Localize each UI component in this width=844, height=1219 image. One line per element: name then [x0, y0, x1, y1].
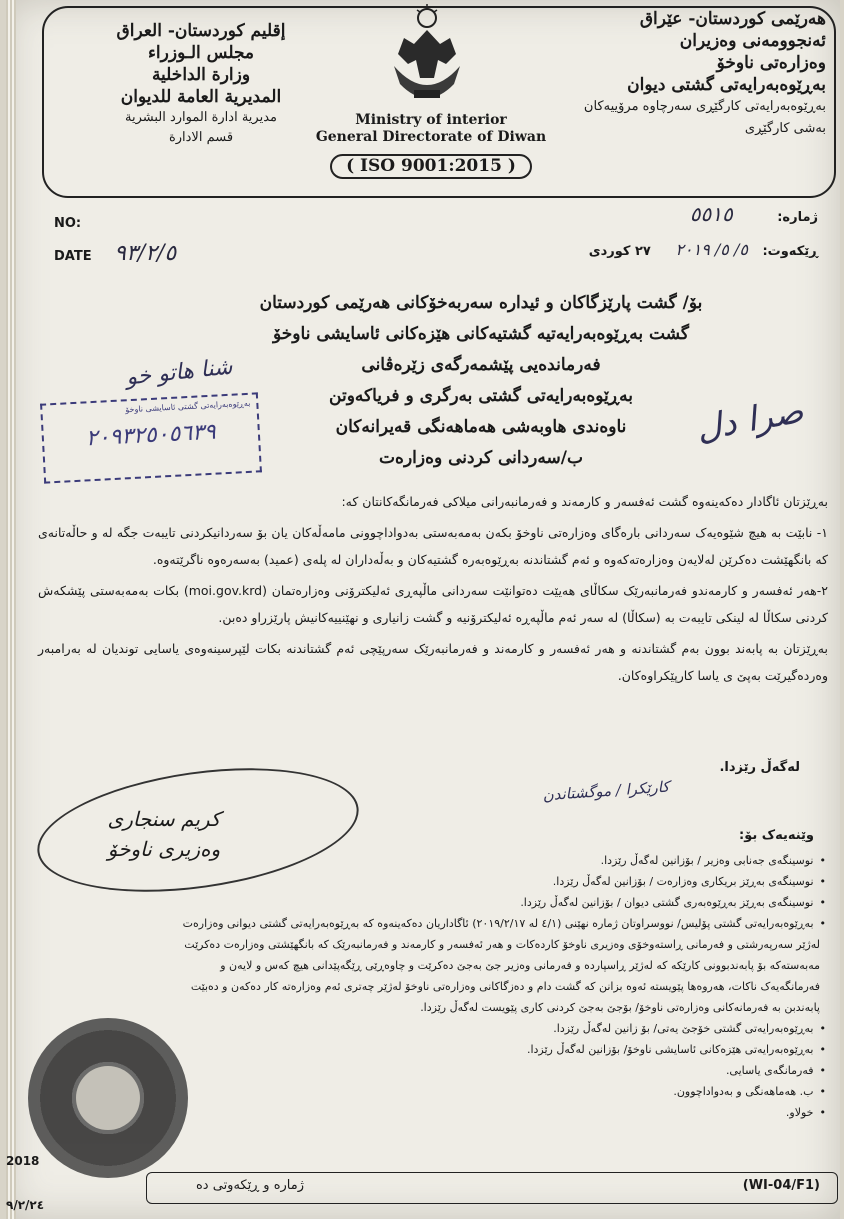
handwritten-signature: کارێکرا / موگشتاندن: [542, 777, 670, 805]
reference-right: [589, 198, 818, 268]
handwritten-date: ٩٣/٢/٥: [114, 241, 177, 266]
ar-line: إقليم كوردستان- العراق: [116, 21, 286, 41]
body-paragraph: ٢-هەر ئەفسەر و کارمەندو فەرمانبەرێک سکاڵای هەیێت دەتوانێت سەردانی ماڵپەڕی ئەلیکترۆنی وەزارەتمان (moi.gov.krd) بکات بەمەبەستی پێشکەش کردنی سکاڵا لە لینکی تایبەت بە (سکاڵا) لە سەر ئەم ماڵپەڕە ئەلیکترۆنیە و گشت زانیاری و نهێنییەکانیش پارێزراو دەبن.: [38, 583, 828, 625]
cc-item: لەژێر سەرپەرشتی و فەرمانی ڕاستەوخۆی وەزیری ناوخۆ کاردەکات و هەر ئەفسەر و کارمەند و فەرمانبەرێک کە بانگهێشتی وەزارەت دەکرێت: [184, 938, 820, 951]
addressee-line: گشت بەڕێوەبەرایەتیە گشتیەکانی هێزەکانی ئاسایشی ناوخۆ: [273, 324, 689, 344]
handwritten-note-margin: صرا دل: [693, 390, 807, 450]
cc-item: • نوسینگەی جەنابی وەزیر / بۆزانین لەگەڵ رێزدا.: [32, 850, 826, 871]
body-paragraph: بەڕێزتان بە پابەند بوون بەم گشتاندنە و هەر ئەفسەر و کارمەند و فەرمانبەرێک سەرپێچی ئەم گشتاندنە بکات لێپرسینەوەی یاسایی توندیان لە بەرامبەر وەردەگیرێت بەپێ ی یاسا کارپێکراوەکان.: [38, 641, 828, 683]
footer-year: 2018: [6, 1154, 40, 1168]
addressee-line: بۆ/ گشت پارێزگاکان و ئیدارە سەربەخۆکانی هەرێمی کوردستان: [259, 293, 703, 313]
letterhead-english: [306, 112, 556, 179]
ku-line: هەرێمی کوردستان- عێراق: [639, 9, 826, 29]
ar-line: وزارة الداخلية: [151, 65, 251, 85]
addressee-line: ناوەندی هاوبەشی هەماهەنگی قەیرانەکان: [335, 417, 627, 437]
addressee-block: [156, 288, 806, 474]
addressee-line: بەڕێوەبەرایەتی گشتی بەرگری و فریاکەوتن: [329, 386, 633, 406]
letterhead-kurdish: [536, 8, 826, 140]
cc-title: وێنەیەک بۆ:: [739, 828, 814, 843]
ku-date-value: ٥/ ٥/ ٢٠١٩: [675, 240, 748, 259]
directorate-name: General Directorate of Diwan: [315, 129, 547, 145]
ku-date-kurdish: ٢٧ کوردی: [588, 244, 651, 259]
cc-item: • نوسینگەی بەڕێز بەڕێوەبەری گشتی دیوان / بۆزانین لەگەڵ رێزدا.: [32, 892, 826, 913]
ku-number-value: ٥٥١٥: [689, 202, 733, 226]
date-label: DATE: [54, 249, 92, 264]
cc-item: مەبەستەکە بۆ پابەندبوونی کارێکە کە لەژێر ڕاسپاردە و فەرمانی وەزیر جێ بەجێ دەکرێت و چاوەڕێی ڕێگەپێدانی هیچ کەس و لایەن و: [220, 959, 820, 972]
kurdistan-emblem-icon: [384, 4, 470, 116]
body-paragraph: ١- نابێت بە هیچ شێوەیەک سەردانی بارەگای وەزارەتی ناوخۆ بکەن بەمەبەستی بەدواداچوونی مامەڵەکان یان بۆ سەردانیکردنی تایبەت جگە لە و حاڵەتانەی کە بانگهێشت دەکرێن لەلایەن وەزارەتەکەوە و ئەم گشتاندنە بەڕێوەبەرە گشتیەکان و بەڵەداران لە پلەی (عمید) بەسەرەوە ناگرێتەوە.: [38, 525, 828, 567]
reference-left: [54, 216, 176, 266]
minister-name: کریم سنجاری: [107, 807, 221, 831]
cc-item: پابەندبن بە فەرمانەکانی وەزارەتی ناوخۆ/ بۆجێ بەجێ کردنی کاری پێویست لەگەڵ رێزدا.: [420, 1001, 820, 1014]
letter-body: [38, 488, 828, 693]
cc-item: • نوسینگەی بەڕێز بریکاری وەزارەت / بۆزانین لەگەڵ رێزدا.: [32, 871, 826, 892]
ar-sub-line: مديرية ادارة الموارد البشرية: [124, 110, 277, 125]
footer-label: ژمارە و ڕێکەوتی دە: [196, 1178, 304, 1193]
ar-line: مجلس الـوزراء: [147, 43, 255, 63]
cc-item: • بەڕێوەبەرایەتی هێزەکانی ئاسایشی ناوخۆ/ بۆزانین لەگەڵ رێزدا.: [32, 1039, 826, 1060]
iso-badge: ( ISO 9001:2015 ): [330, 154, 532, 179]
footer: [6, 1148, 844, 1219]
paper-stack-edge: [6, 0, 16, 1219]
minister-title: وەزیری ناوخۆ: [107, 837, 221, 861]
ar-sub-line: قسم الادارة: [168, 130, 234, 145]
footer-date: ٩/٢/٢٤: [6, 1198, 45, 1212]
ku-number-label: ژمارە:: [777, 210, 818, 225]
cc-item: • بەڕێوەبەرایەتی گشتی خۆجێ یەتی/ بۆ زانین لەگەڵ رێزدا.: [32, 1018, 826, 1039]
cc-item: • فەرمانگەی یاسایی.: [32, 1060, 826, 1081]
document-page: [6, 0, 840, 1219]
form-code: (WI-04/F1): [742, 1178, 820, 1193]
handwritten-note-top: شنا هاتو خو: [124, 354, 234, 391]
ministry-name: Ministry of interior: [355, 112, 507, 128]
subject-line: ب/سەردانی کردنی وەزارەت: [379, 448, 583, 468]
body-paragraph: بەڕێزتان ئاگادار دەکەینەوە گشت ئەفسەر و کارمەند و فەرمانبەرانی میلاکی فەرمانگەکانتان کە:: [341, 494, 828, 509]
received-stamp-header: بەڕێوەبەرایەتی گشتی ئاسایشی ناوخۆ: [125, 398, 251, 415]
ku-line: بەڕێوەبەرایەتی گشتی دیوان: [627, 75, 826, 95]
closing-line: لەگەڵ رێزدا.: [719, 760, 800, 775]
cc-item: • خولاو.: [32, 1102, 826, 1123]
ar-line: المديرية العامة للديوان: [120, 87, 282, 107]
ku-sub-line: بەشی کارگێڕی: [744, 121, 826, 136]
cc-item: فەرمانگەیەک ناکات، هەروەها پێویستە ئەوە بزانن کە گشت دام و دەزگاکانی وەزارەتی ناوخۆ لەژێر چەتری ئەم وەزارەتە کار دەکەن و دەبێت: [190, 980, 820, 993]
received-stamp-number: ٢٠٩٣٢٥٠٥٦٣٩: [85, 419, 217, 452]
ku-date-label: ڕێکەوت:: [762, 244, 818, 259]
no-label: NO:: [54, 216, 82, 231]
ku-line: ئەنجوومەنی وەزیران: [679, 31, 826, 51]
addressee-line: فەرماندەیی پێشمەرگەی زێرەڤانی: [361, 355, 601, 375]
cc-item: • بەڕێوەبەرایەتی گشتی پۆلیس/ نووسراوتان ژمارە نهێنی (٤/١ لە ٢٠١٩/٢/١٧) ئاگاداریان دەکەینەوە کە بەڕێوەبەرایەتی گشتی دیوانی وەزارەت: [32, 913, 826, 934]
ku-sub-line: بەڕێوەبەرایەتی کارگێڕی سەرچاوە مرۆییەکان: [583, 99, 826, 114]
ku-line: وەزارەتی ناوخۆ: [716, 53, 826, 73]
letterhead-arabic: [76, 20, 326, 148]
cc-item: • ب. هەماهەنگی و بەدواداچوون.: [32, 1081, 826, 1102]
